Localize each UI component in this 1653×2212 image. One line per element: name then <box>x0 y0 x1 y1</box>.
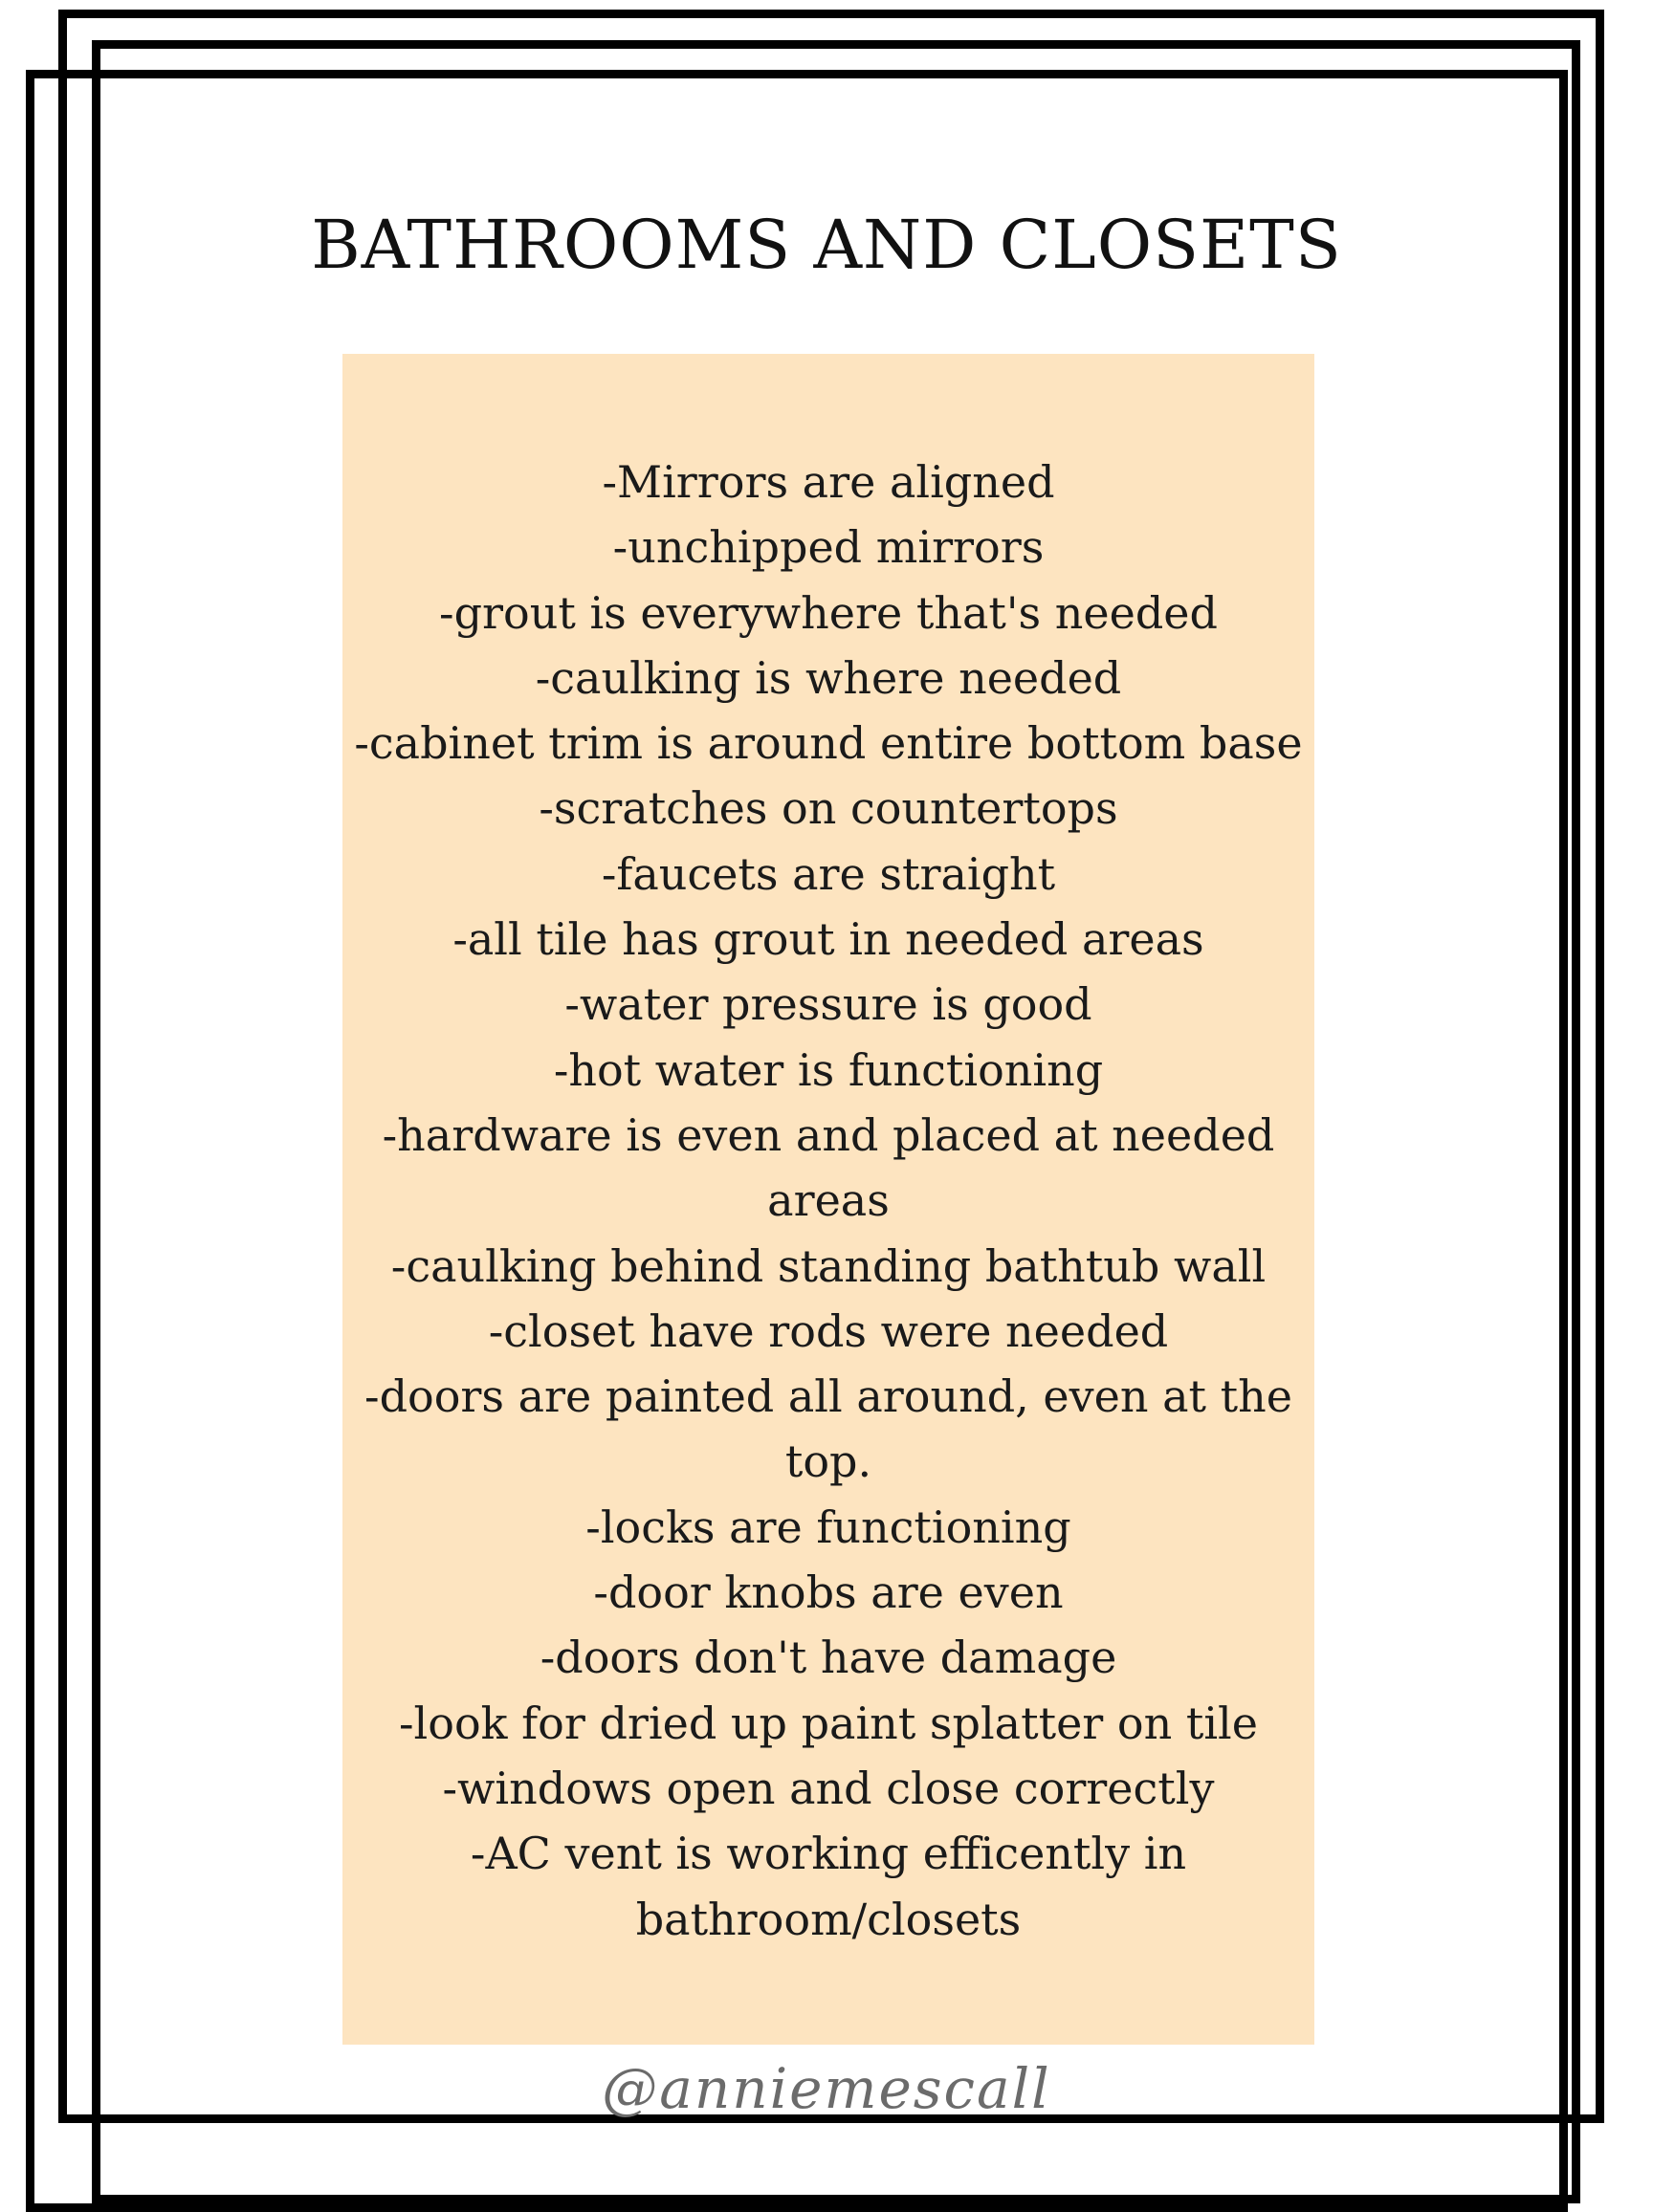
list-item: -water pressure is good <box>564 978 1092 1031</box>
list-item: -Mirrors are aligned <box>602 456 1055 508</box>
author-signature: @anniemescall <box>602 2056 1051 2121</box>
list-item: -hardware is even and placed at needed areas <box>382 1108 1275 1227</box>
list-item: -caulking behind standing bathtub wall <box>390 1239 1267 1292</box>
list-item: -doors are painted all around, even at the top. <box>364 1370 1292 1488</box>
list-item: -AC vent is working efficently in bathroom/closets <box>470 1828 1187 1945</box>
list-item: -look for dried up paint splatter on tile <box>399 1697 1258 1749</box>
checklist-panel <box>342 354 1314 2045</box>
list-item: -all tile has grout in needed areas <box>452 913 1204 966</box>
list-item: -door knobs are even <box>593 1566 1064 1619</box>
list-item: -windows open and close correctly <box>442 1762 1215 1814</box>
list-item: -locks are functioning <box>585 1500 1071 1553</box>
list-item: -caulking is where needed <box>535 651 1122 704</box>
list-item: -scratches on countertops <box>539 782 1118 835</box>
list-item: -hot water is functioning <box>553 1043 1104 1096</box>
page-title: BATHROOMS AND CLOSETS <box>311 206 1342 284</box>
list-item: -cabinet trim is around entire bottom base <box>354 717 1303 770</box>
list-item: -grout is everywhere that's needed <box>439 586 1218 639</box>
checklist <box>342 449 1314 1952</box>
list-item: -unchipped mirrors <box>612 521 1045 574</box>
list-item: -faucets are straight <box>601 847 1056 900</box>
list-item: -closet have rods were needed <box>488 1304 1169 1357</box>
list-item: -doors don't have damage <box>540 1632 1117 1684</box>
